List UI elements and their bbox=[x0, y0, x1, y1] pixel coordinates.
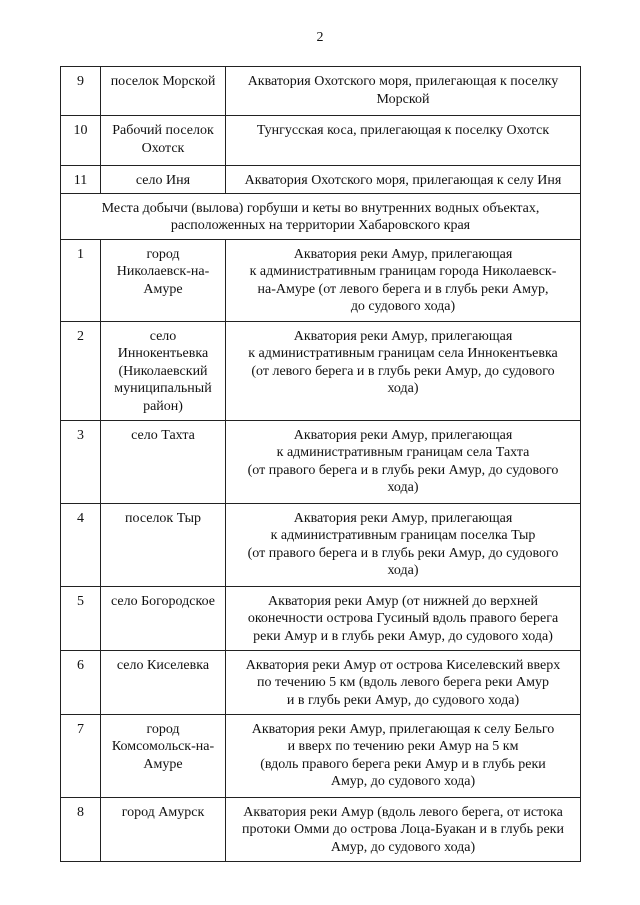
section-header-row bbox=[61, 193, 581, 239]
row-number: 7 bbox=[61, 714, 101, 797]
area-description: Акватория реки Амур, прилегающая к административным границам поселка Тыр (от правого берега и в глубь реки Амур, до судового хода) bbox=[226, 503, 581, 586]
area-description: Тунгусская коса, прилегающая к поселку Охотск bbox=[226, 116, 581, 166]
area-description: Акватория реки Амур от острова Киселевский вверх по течению 5 км (вдоль левого берега реки Амур и в глубь реки Амур, до судового хода) bbox=[226, 650, 581, 714]
place-name: поселок Тыр bbox=[101, 503, 226, 586]
row-number: 3 bbox=[61, 420, 101, 503]
section-header: Места добычи (вылова) горбуши и кеты во внутренних водных объектах, расположенных на территории Хабаровского края bbox=[61, 193, 581, 239]
row-number: 10 bbox=[61, 116, 101, 166]
place-name: село Киселевка bbox=[101, 650, 226, 714]
place-name: село Иннокентьевка (Николаевский муниципальный район) bbox=[101, 321, 226, 420]
table-row bbox=[61, 586, 581, 650]
table-row bbox=[61, 650, 581, 714]
table-row bbox=[61, 420, 581, 503]
row-number: 11 bbox=[61, 166, 101, 194]
table-row bbox=[61, 67, 581, 116]
row-number: 4 bbox=[61, 503, 101, 586]
place-name: село Богородское bbox=[101, 586, 226, 650]
place-name: город Николаевск-на- Амуре bbox=[101, 239, 226, 321]
area-description: Акватория реки Амур, прилегающая к административным границам города Николаевск- на-Амуре (от левого берега и в глубь реки Амур, до судового хода) bbox=[226, 239, 581, 321]
table-row bbox=[61, 321, 581, 420]
place-name: город Амурск bbox=[101, 797, 226, 861]
area-description: Акватория реки Амур, прилегающая к административным границам села Тахта (от правого берега и в глубь реки Амур, до судового хода) bbox=[226, 420, 581, 503]
place-name: село Иня bbox=[101, 166, 226, 194]
row-number: 8 bbox=[61, 797, 101, 861]
fishing-areas-table bbox=[60, 66, 581, 862]
row-number: 9 bbox=[61, 67, 101, 116]
row-number: 1 bbox=[61, 239, 101, 321]
row-number: 5 bbox=[61, 586, 101, 650]
row-number: 6 bbox=[61, 650, 101, 714]
table-row bbox=[61, 797, 581, 861]
area-description: Акватория реки Амур (от нижней до верхней оконечности острова Гусиный вдоль правого берега реки Амур и в глубь реки Амур, до судового хода) bbox=[226, 586, 581, 650]
table-row bbox=[61, 714, 581, 797]
area-description: Акватория реки Амур (вдоль левого берега, от истока протоки Омми до острова Лоца-Буакан и в глубь реки Амур, до судового хода) bbox=[226, 797, 581, 861]
page-number: 2 bbox=[316, 30, 324, 45]
area-description: Акватория реки Амур, прилегающая к селу Бельго и вверх по течению реки Амур на 5 км (вдоль правого берега реки Амур и в глубь реки Амур, до судового хода) bbox=[226, 714, 581, 797]
place-name: село Тахта bbox=[101, 420, 226, 503]
table-row bbox=[61, 503, 581, 586]
area-description: Акватория реки Амур, прилегающая к административным границам села Иннокентьевка (от левого берега и в глубь реки Амур, до судового хода) bbox=[226, 321, 581, 420]
table-row bbox=[61, 239, 581, 321]
place-name: город Комсомольск-на- Амуре bbox=[101, 714, 226, 797]
area-description: Акватория Охотского моря, прилегающая к селу Иня bbox=[226, 166, 581, 194]
place-name: Рабочий поселок Охотск bbox=[101, 116, 226, 166]
table-row bbox=[61, 116, 581, 166]
table-row bbox=[61, 166, 581, 194]
area-description: Акватория Охотского моря, прилегающая к поселку Морской bbox=[226, 67, 581, 116]
row-number: 2 bbox=[61, 321, 101, 420]
place-name: поселок Морской bbox=[101, 67, 226, 116]
